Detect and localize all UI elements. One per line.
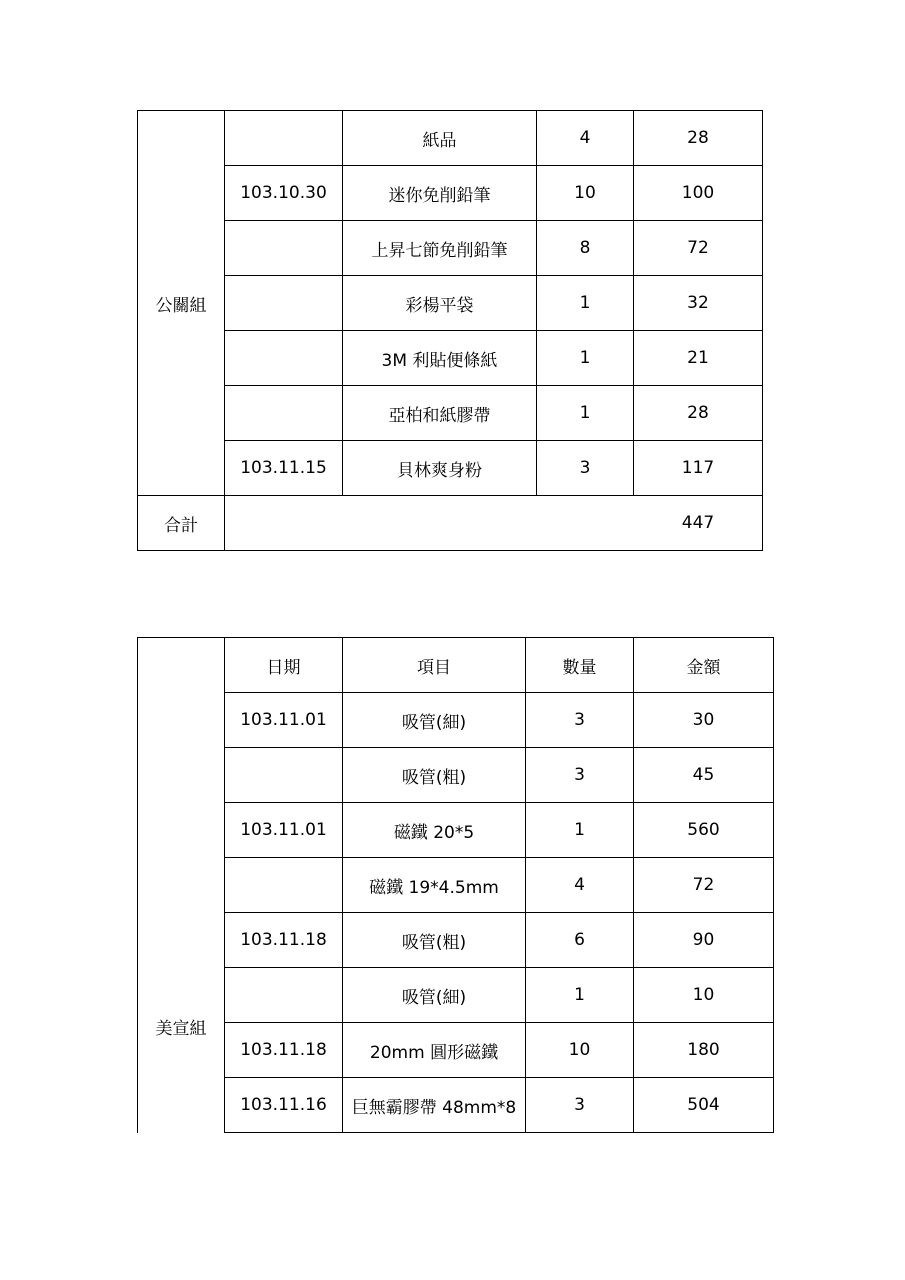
amount-cell: 180 <box>634 1023 774 1078</box>
date-cell <box>225 111 343 166</box>
expense-table-pr <box>137 110 763 551</box>
amount-cell: 10 <box>634 968 774 1023</box>
qty-cell: 4 <box>526 858 634 913</box>
table-row <box>138 221 763 276</box>
table-row <box>138 276 763 331</box>
total-value <box>225 496 763 551</box>
item-cell: 巨無霸膠帶 48mm*8 <box>343 1078 526 1133</box>
qty-cell: 3 <box>526 693 634 748</box>
qty-cell: 1 <box>526 968 634 1023</box>
item-cell: 彩楊平袋 <box>343 276 537 331</box>
table-row <box>138 693 774 748</box>
amount-cell: 28 <box>634 386 763 441</box>
table-row <box>138 166 763 221</box>
table-row <box>138 1078 774 1133</box>
item-cell: 吸管(粗) <box>343 913 526 968</box>
amount-cell: 90 <box>634 913 774 968</box>
date-cell <box>225 968 343 1023</box>
qty-cell: 10 <box>537 166 634 221</box>
total-amount: 447 <box>681 513 715 533</box>
group-label-text: 美宣組 <box>155 1019 207 1040</box>
item-cell: 吸管(細) <box>343 693 526 748</box>
item-cell: 上昇七節免削鉛筆 <box>343 221 537 276</box>
total-row <box>138 496 763 551</box>
item-cell: 吸管(細) <box>343 968 526 1023</box>
date-cell <box>225 276 343 331</box>
date-cell <box>225 386 343 441</box>
item-cell: 磁鐵 20*5 <box>343 803 526 858</box>
amount-cell: 32 <box>634 276 763 331</box>
table-row <box>138 803 774 858</box>
header-date: 日期 <box>225 638 343 693</box>
item-cell: 20mm 圓形磁鐵 <box>343 1023 526 1078</box>
table-row <box>138 386 763 441</box>
header-amount: 金額 <box>634 638 774 693</box>
date-cell: 103.11.01 <box>225 803 343 858</box>
qty-cell: 1 <box>537 386 634 441</box>
date-cell <box>225 331 343 386</box>
qty-cell: 10 <box>526 1023 634 1078</box>
qty-cell: 1 <box>537 276 634 331</box>
date-cell: 103.11.16 <box>225 1078 343 1133</box>
date-cell: 103.11.18 <box>225 913 343 968</box>
qty-cell: 3 <box>537 441 634 496</box>
amount-cell: 100 <box>634 166 763 221</box>
amount-cell: 21 <box>634 331 763 386</box>
total-label: 合計 <box>138 496 225 551</box>
item-cell: 3M 利貼便條紙 <box>343 331 537 386</box>
table-row <box>138 1023 774 1078</box>
item-cell: 迷你免削鉛筆 <box>343 166 537 221</box>
date-cell: 103.11.01 <box>225 693 343 748</box>
expense-table-art <box>137 637 774 1133</box>
header-row <box>138 638 774 693</box>
qty-cell: 6 <box>526 913 634 968</box>
table-row <box>138 858 774 913</box>
qty-cell: 1 <box>537 331 634 386</box>
table-row <box>138 331 763 386</box>
qty-cell: 3 <box>526 1078 634 1133</box>
table-row <box>138 111 763 166</box>
amount-cell: 504 <box>634 1078 774 1133</box>
date-cell: 103.11.18 <box>225 1023 343 1078</box>
item-cell: 貝林爽身粉 <box>343 441 537 496</box>
item-cell: 吸管(粗) <box>343 748 526 803</box>
qty-cell: 4 <box>537 111 634 166</box>
date-cell <box>225 858 343 913</box>
date-cell <box>225 221 343 276</box>
table-row <box>138 968 774 1023</box>
group-label <box>138 638 225 1133</box>
item-cell: 亞柏和紙膠帶 <box>343 386 537 441</box>
table-row <box>138 441 763 496</box>
item-cell: 紙品 <box>343 111 537 166</box>
amount-cell: 28 <box>634 111 763 166</box>
item-cell: 磁鐵 19*4.5mm <box>343 858 526 913</box>
amount-cell: 72 <box>634 858 774 913</box>
amount-cell: 72 <box>634 221 763 276</box>
date-cell: 103.10.30 <box>225 166 343 221</box>
date-cell: 103.11.15 <box>225 441 343 496</box>
table-row <box>138 913 774 968</box>
amount-cell: 117 <box>634 441 763 496</box>
table-row <box>138 748 774 803</box>
header-item: 項目 <box>343 638 526 693</box>
qty-cell: 8 <box>537 221 634 276</box>
qty-cell: 1 <box>526 803 634 858</box>
header-qty: 數量 <box>526 638 634 693</box>
group-label: 公關組 <box>138 111 225 496</box>
date-cell <box>225 748 343 803</box>
amount-cell: 560 <box>634 803 774 858</box>
qty-cell: 3 <box>526 748 634 803</box>
amount-cell: 45 <box>634 748 774 803</box>
amount-cell: 30 <box>634 693 774 748</box>
